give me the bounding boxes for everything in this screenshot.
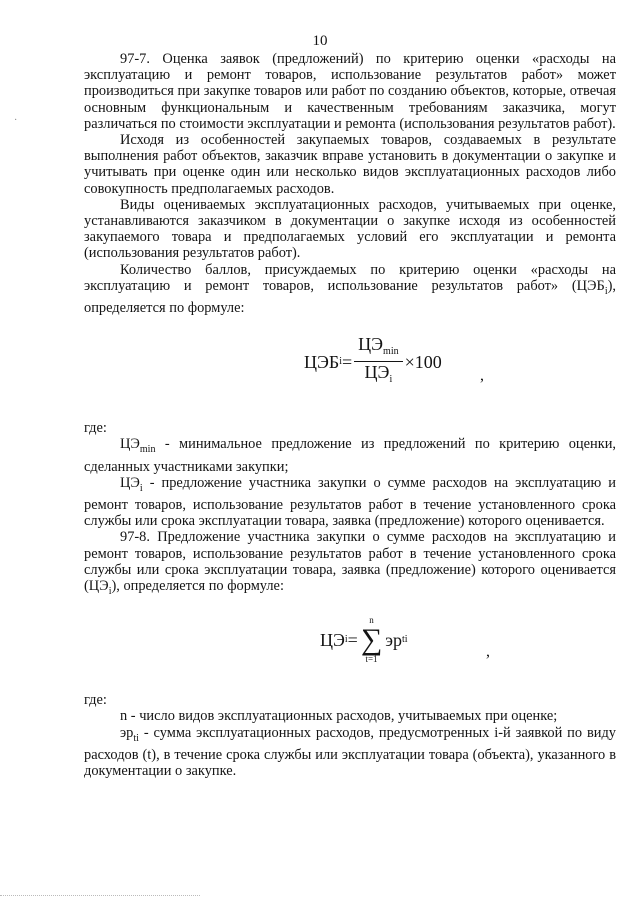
def-er-ti-text: - сумма эксплуатационных расходов, предусмотренных i-й заявкой по виду расходов (t), в течение срока службы или эксплуатации товара (объекта), указанного в документации о закупке. (84, 724, 616, 780)
page-number: 10 (312, 33, 328, 49)
formula-score-lhs-sub: i (339, 356, 342, 368)
def-er-ti-sub: ti (133, 732, 139, 744)
where-label-1: где: (84, 420, 107, 437)
def-ce-i-text: - предложение участника закупки о сумме расходов на эксплуатацию и ремонт товаров, использование результатов работ в течение установленного срока службы или срока эксплуатации товара, заявка (предложение) которого оценивается. (84, 474, 616, 530)
sigma-lower: t=1 (365, 654, 378, 665)
document-body (84, 51, 616, 779)
def-ce-i-sub: i (139, 482, 143, 494)
formula-score-num: ЦЭ (358, 334, 384, 355)
formula-sum-eq: = (347, 630, 358, 651)
paragraph-kinds: Виды оцениваемых эксплуатационных расходов, учитываемых при оценке, устанавливаются заказчиком в документации о закупке исходя из особенностей закупаемого товара и предполагаемых условий его эксплуатации и ремонта (использования результатов работ). (84, 196, 616, 262)
formula-score-num-sub: min (383, 346, 399, 358)
def-n (84, 708, 616, 724)
margin-mark: · (14, 115, 18, 126)
where-label-2: где: (84, 692, 107, 709)
def-n-text: - число видов эксплуатационных расходов, учитываемых при оценке; (127, 708, 558, 725)
formula-score-times: ×100 (404, 352, 442, 373)
formula-sum-comma: , (486, 643, 490, 661)
def-ce-i (84, 475, 616, 530)
sigma-symbol: ∑ (360, 623, 383, 657)
paragraph-97-7: 97-7. Оценка заявок (предложений) по критерию оценки «расходы на эксплуатацию и ремонт товаров, использование результатов работ» может производиться при закупке товаров или работ по созданию объектов, которые, отвечая основным функциональным и качественным требованиям заказчика, могут различаться по стоимости эксплуатации и ремонта (использования результатов работ). (84, 51, 616, 132)
def-ce-min-text: - минимальное предложение из предложений по критерию оценки, сделанных участниками закупки; (84, 436, 616, 475)
sigma-upper: n (369, 615, 374, 626)
formula-score-eq: = (342, 352, 353, 373)
formula-sum (84, 610, 616, 686)
paragraph-features: Исходя из особенностей закупаемых товаров, создаваемых в результате выполнения работ объектов, заказчик вправе установить в документации о закупке и учитывать при оценке один или несколько видов эксплуатационных расходов либо совокупность предполагаемых расходов. (84, 132, 616, 197)
formula-score-lhs: ЦЭБ (304, 352, 340, 373)
def-ce-min (84, 436, 616, 474)
paragraph-97-8-tail: ), определяется по формуле: (111, 578, 284, 595)
footer-dotted-line (0, 895, 200, 896)
paragraph-score (84, 262, 616, 317)
formula-score (84, 322, 616, 414)
score-text: Количество баллов, присуждаемых по критерию оценки «расходы на эксплуатацию и ремонт товаров, использование результатов работ» (ЦЭБ (84, 261, 616, 294)
def-n-sym: n (120, 708, 128, 725)
formula-score-den-sub: i (389, 374, 393, 386)
formula-score-fraction (354, 336, 402, 388)
def-er-ti (84, 725, 616, 780)
formula-sum-term-sub: ti (401, 634, 408, 646)
score-text-tail: ), определяется по формуле: (84, 277, 616, 317)
def-ce-min-sub: min (139, 444, 156, 456)
paragraph-97-8 (84, 529, 616, 600)
def-ce-min-sym: ЦЭ (120, 436, 140, 453)
formula-sum-term: эр (385, 630, 402, 651)
def-er-ti-sym: эр (120, 724, 134, 741)
paragraph-97-8-sub: i (108, 586, 112, 598)
score-sub: i (604, 285, 608, 297)
formula-score-den: ЦЭ (364, 362, 390, 383)
formula-score-comma: , (480, 367, 484, 385)
formula-sum-lhs: ЦЭ (320, 630, 345, 651)
paragraph-97-8-text: 97-8. Предложение участника закупки о сумме расходов на эксплуатацию и ремонт товаров, использование результатов работ в течение установленного срока службы или срока эксплуатации товара, заявка (предложение) которого оценивается (ЦЭ (84, 529, 616, 595)
sigma-operator (361, 616, 382, 664)
formula-sum-lhs-sub: i (344, 634, 348, 646)
def-ce-i-sym: ЦЭ (120, 474, 140, 491)
